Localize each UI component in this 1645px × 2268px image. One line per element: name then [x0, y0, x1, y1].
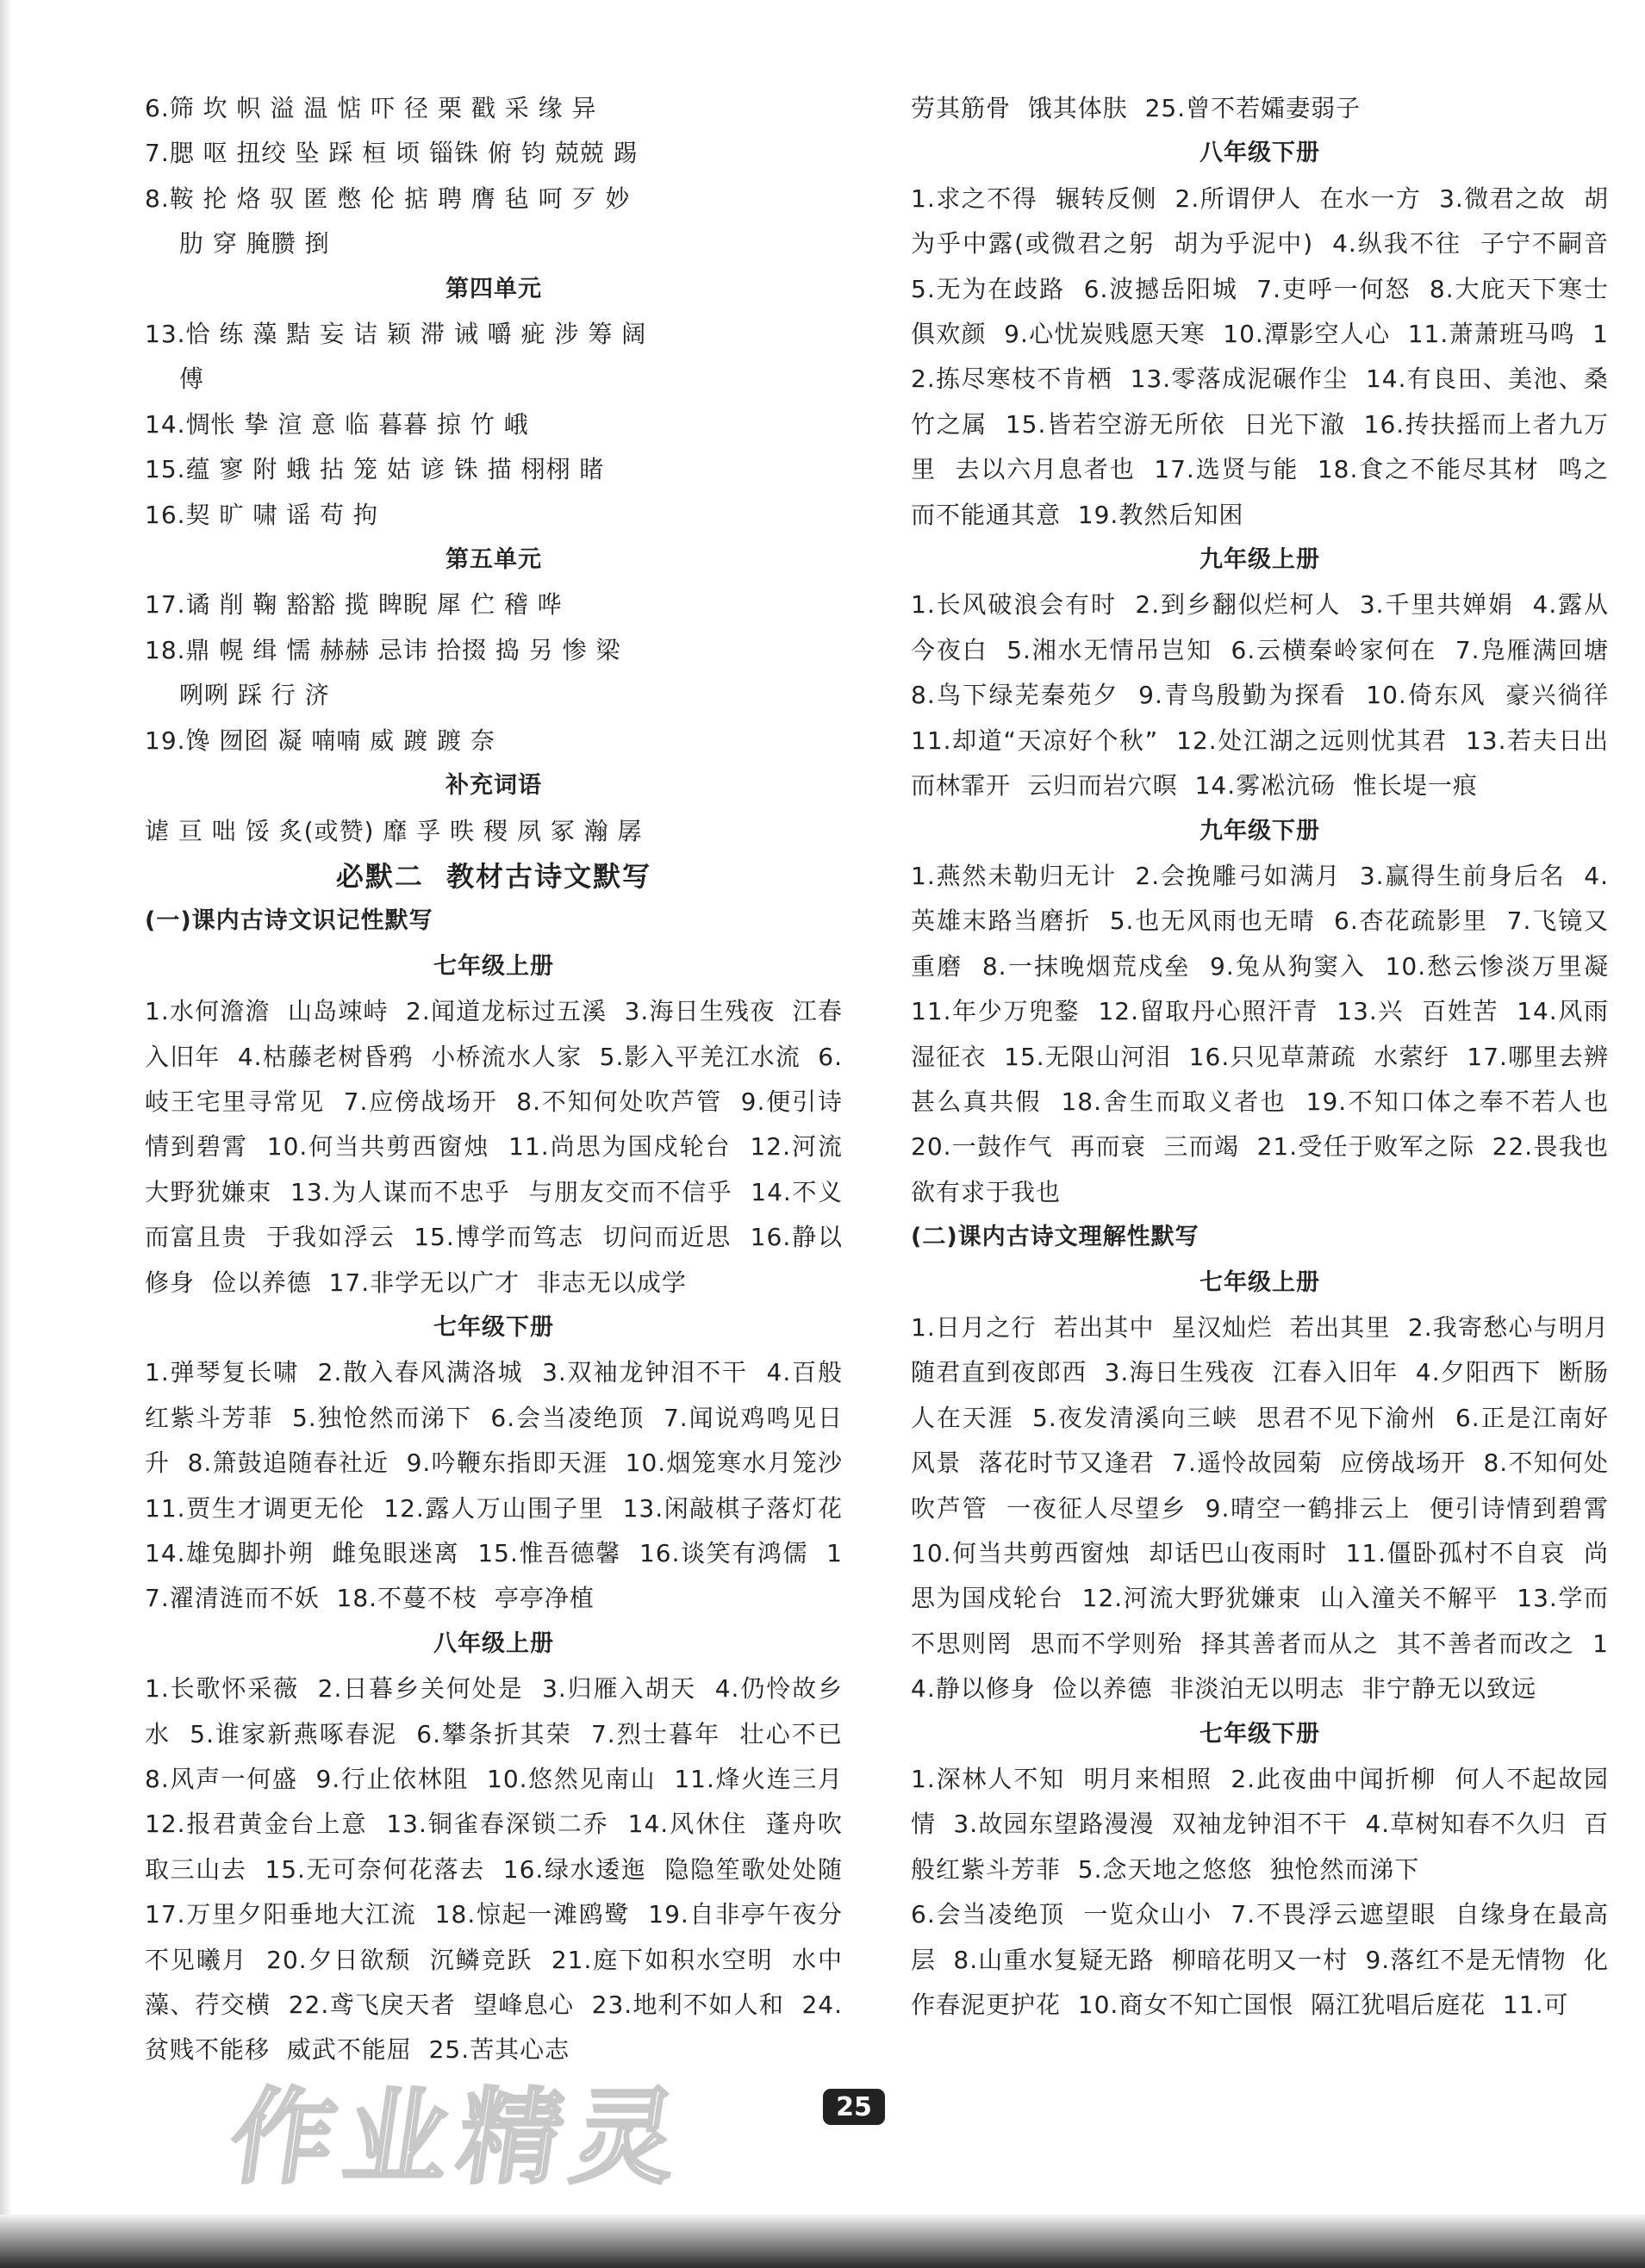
text-line: 1.求之不得 辗转反侧 2.所谓伊人 在水一方 3.微君之故 胡为乎中露(或微君之躬 胡为乎泥中) 4.纵我不往 子宁不嗣音 5.无为在歧路 6.波撼岳阳城 7.吏呼一何怒 8.大庇天下寒士俱欢颜 9.心忧炭贱愿天寒 10.潭影空人心 11.萧萧班马鸣 12.拣尽寒枝不肯栖 13.零落成泥碾作尘 14.有良田、美池、桑竹之属 15.皆若空游无所依 日光下澈 16.抟扶摇而上者九万里 去以六月息者也 17.选贤与能 18.食之不能尽其材 鸣之而不能通其意 19.教然后知困	[911, 184, 1626, 529]
section-heading: 第五单元	[446, 546, 542, 574]
text-line: 15.蕴 寥 附 蛾 拈 笼 姑 谚 铢 描 栩栩 睹	[145, 455, 605, 484]
section-heading: 七年级下册	[433, 1313, 554, 1341]
section-heading: 八年级上册	[433, 1629, 554, 1657]
text-line: 1.水何澹澹 山岛竦峙 2.闻道龙标过五溪 3.海日生残夜 江春入旧年 4.枯藤老树昏鸦 小桥流水人家 5.影入平羌江水流 6.岐王宅里寻常见 7.应傍战场开 8.不知何处吹芦管 9.便引诗情到碧霄 10.何当共剪西窗烛 11.尚思为国戍轮台 12.河流大野犹嫌束 13.为人谋而不忠乎 与朋友交而不信乎 14.不义而富且贵 于我如浮云 15.博学而笃志 切问而近思 16.静以修身 俭以养德 17.非学无以广才 非志无以成学	[145, 997, 843, 1297]
text-line: 13.恰 练 藻 黠 妄 诘 颖 滞 诫 嚼 疵 涉 筹 阔	[145, 320, 647, 349]
section-heading: 七年级下册	[1199, 1720, 1320, 1748]
left-column	[145, 86, 860, 2073]
text-line: 1.弹琴复长啸 2.散入春风满洛城 3.双袖龙钟泪不干 4.百般红紫斗芳菲 5.独怆然而涕下 6.会当凌绝顶 7.闻说鸡鸣见日升 8.箫鼓追随春社近 9.吟鞭东指即天涯 10.烟笼寒水月笼沙 11.贾生才调更无伦 12.露人万山围子里 13.闲敲棋子落灯花 14.雄兔脚扑朔 雌兔眼迷离 15.惟吾德馨 16.谈笑有鸿儒 17.濯清涟而不妖 18.不蔓不枝 亭亭净植	[145, 1358, 860, 1613]
section-heading: 第四单元	[446, 275, 542, 302]
right-column	[911, 86, 1626, 2028]
text-line: 19.馋 囫囵 凝 喃喃 威 踱 踱 奈	[145, 726, 495, 755]
section-heading: 九年级上册	[1199, 546, 1320, 574]
section-heading: 九年级下册	[1199, 817, 1320, 844]
section-heading: 补充词语	[446, 772, 542, 800]
text-line: 肋 穿 腌臜 捯	[179, 229, 330, 259]
text-line: 6.筛 坎 帜 溢 温 惦 吓 径 栗 戳 采 缘 异	[145, 94, 597, 122]
text-line: 傅	[179, 364, 205, 394]
text-line: 谑 亘 咄 馁 炙(或赞) 靡 孚 昳 稷 夙 冢 瀚 孱	[145, 816, 643, 845]
section-heading: 八年级下册	[1199, 140, 1320, 167]
scan-edge-left	[0, 0, 12, 2268]
section-heading: 七年级上册	[433, 952, 554, 980]
text-line: 1.长风破浪会有时 2.到乡翻似烂柯人 3.千里共婵娟 4.露从今夜白 5.湘水无情吊岂知 6.云横秦岭家何在 7.凫雁满回塘 8.鸟下绿芜秦苑夕 9.青鸟殷勤为探看 10.倚东风 豪兴徜徉 11.却道“天凉好个秋” 12.处江湖之远则忧其君 13.若夫日出而林霏开 云归而岩穴暝 14.雾凇沆砀 惟长堤一痕	[911, 590, 1626, 801]
text-line: 17.谲 削 鞠 豁豁 揽 睥睨 犀 伫 稽 哗	[145, 590, 563, 620]
text-line: 16.契 旷 啸 谣 苟 拘	[145, 500, 379, 529]
text-line: 7.腮 呕 扭绞 坠 踩 桓 顷 锱铢 俯 钧 兢兢 踢	[145, 139, 639, 168]
text-line: 1.日月之行 若出其中 星汉灿烂 若出其里 2.我寄愁心与明月 随君直到夜郎西 3.海日生残夜 江春入旧年 4.夕阳西下 断肠人在天涯 5.夜发清溪向三峡 思君不见下渝州 6.正是江南好风景 落花时节又逢君 7.遥怜故园菊 应傍战场开 8.不知何处吹芦管 一夜征人尽望乡 9.晴空一鹤排云上 便引诗情到碧霄 10.何当共剪西窗烛 却话巴山夜雨时 11.僵卧孤村不自哀 尚思为国戍轮台 12.河流大野犹嫌束 山入潼关不解平 13.学而不思则罔 思而不学则殆 择其善者而从之 其不善者而改之 14.静以修身 俭以养德 非淡泊无以明志 非宁静无以致远	[911, 1312, 1626, 1704]
text-line: 18.鼎 幌 缉 懦 赫赫 忌讳 拾掇 捣 另 惨 梁	[145, 635, 621, 664]
watermark-logo: 作业精灵	[222, 2078, 695, 2198]
text-line: 咧咧 踩 行 济	[179, 681, 330, 710]
text-line: 14.惆怅 挚 渲 意 临 暮暮 掠 竹 峨	[145, 409, 529, 439]
text-line: 6.会当凌绝顶 一览众山小 7.不畏浮云遮望眼 自缘身在最高层 8.山重水复疑无路 柳暗花明又一村 9.落红不是无情物 化作春泥更护花 10.商女不知亡国恨 隔江犹唱后庭花 11.可	[911, 1900, 1609, 2020]
text-line: 1.深林人不知 明月来相照 2.此夜曲中闻折柳 何人不起故园情 3.故园东望路漫漫 双袖龙钟泪不干 4.草树知春不久归 百般红紫斗芳菲 5.念天地之悠悠 独怆然而涕下	[911, 1765, 1609, 1884]
text-line: 劳其筋骨 饿其体肤 25.曾不若孀妻弱子	[911, 94, 1361, 122]
text-line: 1.燕然未勒归无计 2.会挽雕弓如满月 3.赢得生前身后名 4.英雄末路当磨折 5.也无风雨也无晴 6.杏花疏影里 7.飞镜又重磨 8.一抹晚烟荒戍垒 9.兔从狗窦入 10.愁云惨淡万里凝 11.年少万兜鍪 12.留取丹心照汗青 13.兴 百姓苦 14.风雨湿征衣 15.无限山河泪 16.只见草萧疏 水萦纡 17.哪里去辨甚么真共假 18.舍生而取义者也 19.不知口体之奉不若人也 20.一鼓作气 再而衰 三而竭 21.受任于败军之际 22.畏我也 欲有求于我也	[911, 861, 1626, 1206]
page-number: 25	[823, 2089, 885, 2125]
section-heading: 七年级上册	[1199, 1268, 1320, 1296]
subsection-heading: (一)课内古诗文识记性默写	[145, 907, 433, 935]
scan-edge-bottom	[0, 2215, 1645, 2268]
text-line: 1.长歌怀采薇 2.日暮乡关何处是 3.归雁入胡天 4.仍怜故乡水 5.谁家新燕啄春泥 6.攀条折其荣 7.烈士暮年 壮心不已 8.风声一何盛 9.行止依林阻 10.悠然见南山 11.烽火连三月 12.报君黄金台上意 13.铜雀春深锁二乔 14.风休住 蓬舟吹取三山去 15.无可奈何花落去 16.绿水逶迤 隐隐笙歌处处随 17.万里夕阳垂地大江流 18.惊起一滩鸥鹭 19.自非亭午夜分 不见曦月 20.夕日欲颓 沉鳞竞跃 21.庭下如积水空明 水中藻、荇交横 22.鸢飞戾天者 望峰息心 23.地利不如人和 24.贫贱不能移 威武不能屈 25.苦其心志	[145, 1674, 860, 2065]
subsection-heading: (二)课内古诗文理解性默写	[911, 1224, 1199, 1251]
chapter-title: 必默二 教材古诗文默写	[335, 859, 652, 893]
text-line: 8.鞍 抡 烙 驭 匿 憋 伦 掂 聘 膺 毡 呵 歹 妙	[145, 184, 631, 213]
